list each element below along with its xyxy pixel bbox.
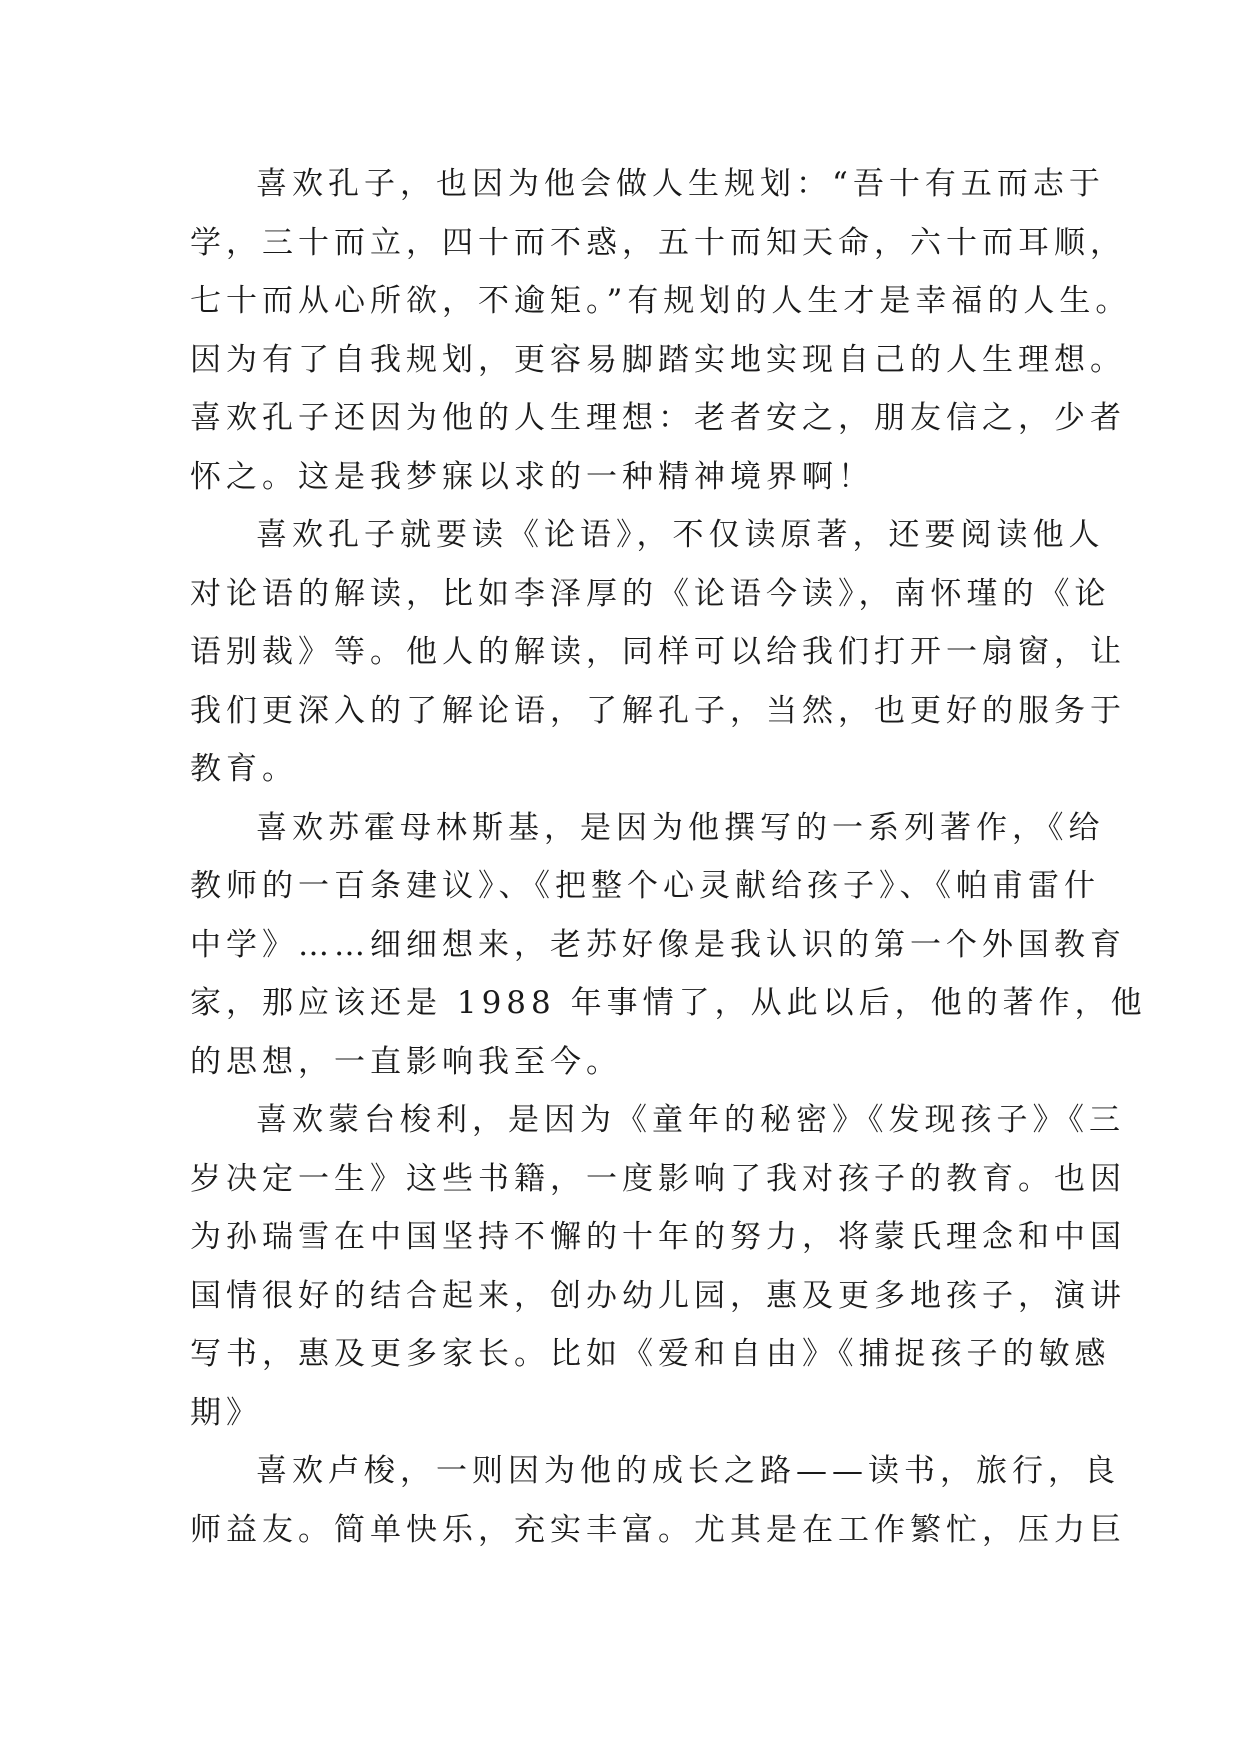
text-line: 岁决定一生》这些书籍，一度影响了我对孩子的教育。也因: [190, 1160, 1126, 1197]
text-line: 喜欢孔子，也因为他会做人生规划：“吾十有五而志于: [256, 166, 1105, 202]
text-line: 喜欢苏霍母林斯基，是因为他撰写的一系列著作，《给: [256, 809, 1105, 846]
paragraph-sukhomlinsky: [190, 799, 1147, 1092]
text-line: 喜欢蒙台梭利，是因为《童年的秘密》《发现孩子》《三: [256, 1102, 1125, 1138]
text-line: 喜欢卢梭，一则因为他的成长之路——读书，旅行，良: [256, 1453, 1120, 1489]
document-body: [190, 155, 1147, 1559]
text-line: 写书，惠及更多家长。比如《爱和自由》《捕捉孩子的敏感: [190, 1336, 1111, 1372]
text-line: 七十而从心所欲，不逾矩。”有规划的人生才是幸福的人生。: [190, 283, 1132, 319]
text-line: 的思想，一直影响我至今。: [190, 1043, 622, 1080]
text-line: 期》: [190, 1394, 262, 1431]
text-line: 对论语的解读，比如李泽厚的《论语今读》，南怀瑾的《论: [190, 575, 1111, 612]
paragraph-confucius-planning: [190, 155, 1132, 506]
text-line: 怀之。这是我梦寐以求的一种精神境界啊！: [190, 458, 874, 495]
text-line: 喜欢孔子还因为他的人生理想：老者安之，朋友信之，少者: [190, 400, 1126, 436]
text-line: 国情很好的结合起来，创办幼儿园，惠及更多地孩子，演讲: [190, 1277, 1126, 1314]
paragraph-montessori: [190, 1091, 1126, 1442]
text-line: 为孙瑞雪在中国坚持不懈的十年的努力，将蒙氏理念和中国: [190, 1219, 1126, 1255]
text-line: 我们更深入的了解论语，了解孔子，当然，也更好的服务于: [190, 692, 1126, 729]
text-line: 师益友。简单快乐，充实丰富。尤其是在工作繁忙，压力巨: [190, 1511, 1126, 1548]
paragraph-analects: [190, 506, 1126, 799]
text-line: 家，那应该还是 1988 年事情了，从此以后，他的著作，他: [190, 985, 1147, 1021]
text-line: 教育。: [190, 751, 298, 787]
text-line: 中学》……细细想来，老苏好像是我认识的第一个外国教育: [190, 926, 1126, 963]
paragraph-rousseau: [190, 1442, 1126, 1559]
text-line: 因为有了自我规划，更容易脚踏实地实现自己的人生理想。: [190, 341, 1126, 378]
text-line: 喜欢孔子就要读《论语》，不仅读原著，还要阅读他人: [256, 517, 1105, 553]
text-line: 教师的一百条建议》、《把整个心灵献给孩子》、《帕甫雷什: [190, 868, 1100, 904]
text-line: 学，三十而立，四十而不惑，五十而知天命，六十而耳顺，: [190, 224, 1126, 261]
text-line: 语别裁》等。他人的解读，同样可以给我们打开一扇窗，让: [190, 634, 1126, 670]
